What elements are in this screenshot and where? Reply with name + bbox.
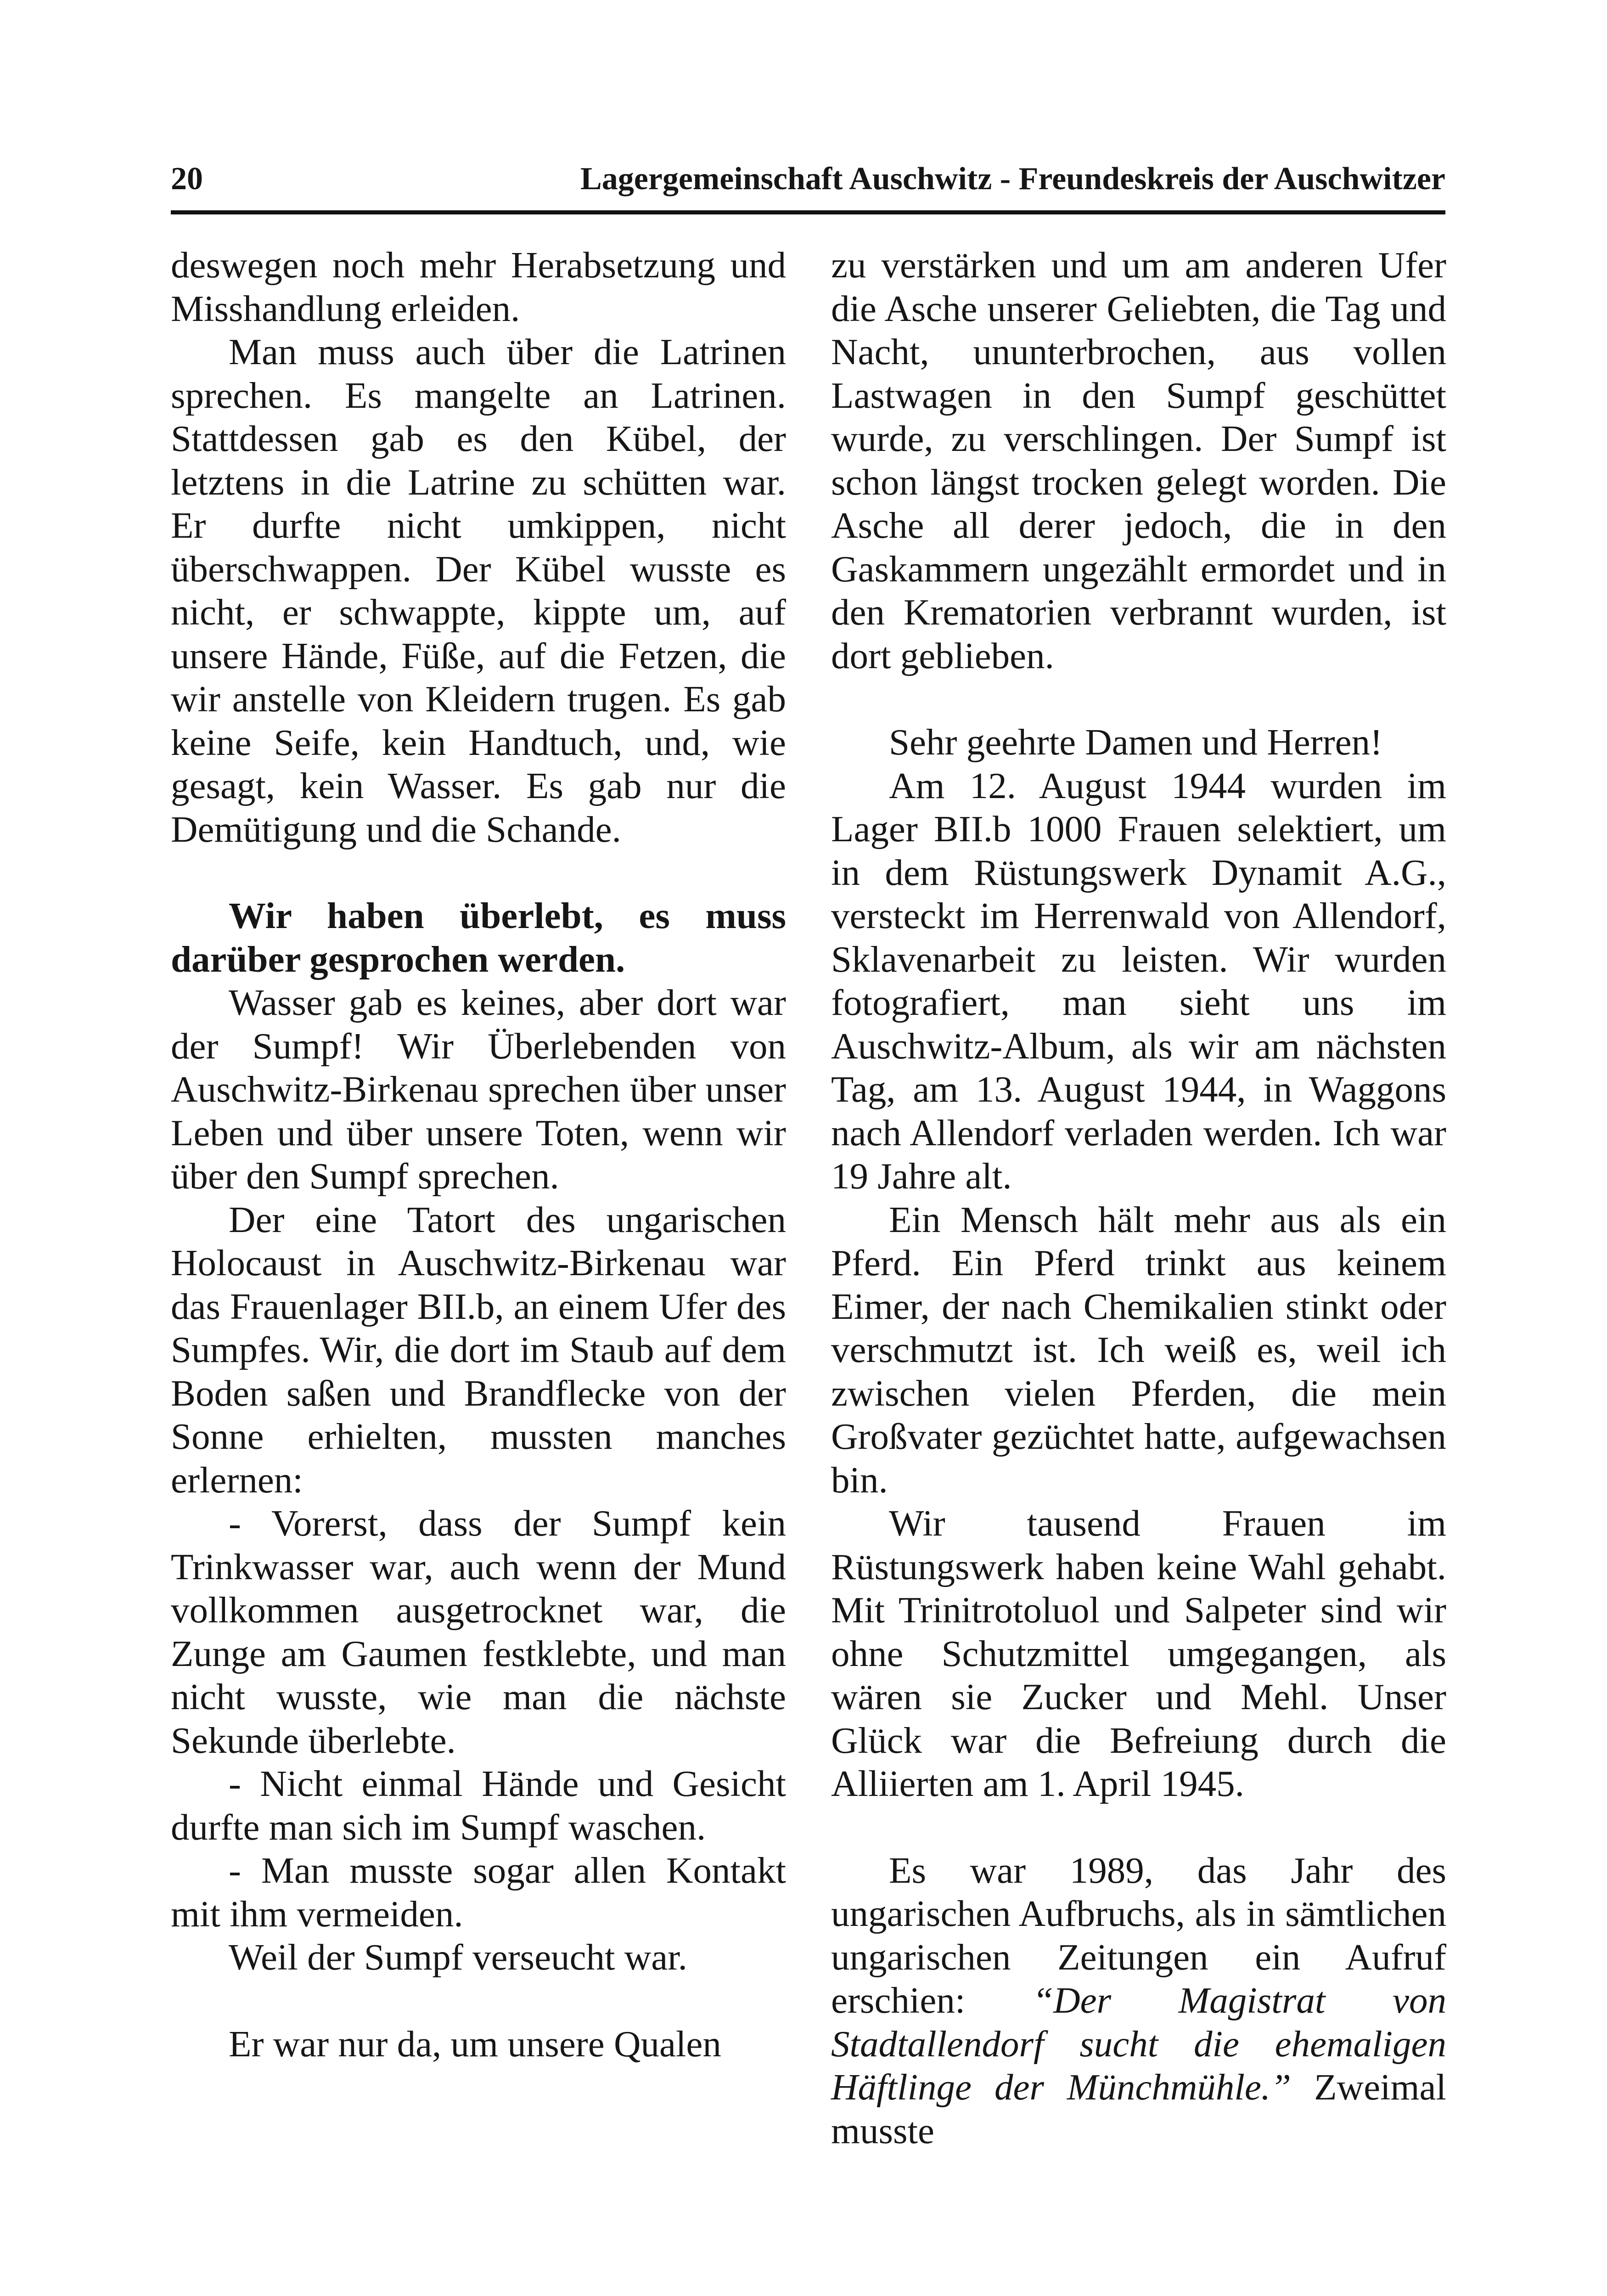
- running-title: Lagergemeinschaft Auschwitz - Freundeskreis der Auschwitzer: [580, 161, 1445, 197]
- paragraph: deswegen noch mehr Herabsetzung und Misshandlung erleiden.: [171, 244, 786, 329]
- paragraph: Am 12. August 1944 wurden im Lager BII.b 1000 Frauen selektiert, um in dem Rüstungswerk Dynamit A.G., versteckt im Herrenwald von Allendorf, Sklavenarbeit zu leisten. Wir wurden fotografiert, man sieht uns im Auschwitz-Album, als wir am nächsten Tag, am 13. August 1944, in Waggons nach Allendorf verladen werden. Ich war 19 Jahre alt.: [831, 765, 1446, 1197]
- paragraph: Wasser gab es keines, aber dort war der Sumpf! Wir Überlebenden von Auschwitz-Birkenau sprechen über unser Leben und über unsere Toten, wenn wir über den Sumpf sprechen.: [171, 982, 786, 1197]
- paragraph: Man muss auch über die Latrinen sprechen. Es mangelte an Latrinen. Stattdessen gab es den Kübel, der letztens in die Latrine zu schütten war. Er durfte nicht umkippen, nicht überschwappen. Der Kübel wusste es nicht, er schwappte, kippte um, auf unsere Hände, Füße, auf die Fetzen, die wir anstelle von Kleidern trugen. Es gab keine Seife, kein Handtuch, und, wie gesagt, kein Wasser. Es gab nur die Demütigung und die Schande.: [171, 331, 786, 850]
- paragraph: - Vorerst, dass der Sumpf kein Trinkwasser war, auch wenn der Mund vollkommen ausgetrocknet war, die Zunge am Gaumen festklebte, und man nicht wusste, wie man die nächste Sekunde überlebte.: [171, 1503, 786, 1761]
- paragraph: - Man musste sogar allen Kontakt mit ihm vermeiden.: [171, 1850, 786, 1935]
- paragraph: zu verstärken und um am anderen Ufer die Asche unserer Geliebten, die Tag und Nacht, ununterbrochen, aus vollen Lastwagen in den Sumpf geschüttet wurde, zu verschlingen. Der Sumpf ist schon längst trocken gelegt worden. Die Asche all derer jedoch, die in den Gaskammern ungezählt ermordet und in den Krematorien verbrannt wurden, ist dort geblieben.: [831, 244, 1446, 676]
- quoted-announcement: “Der Magistrat von Stadtallendorf sucht die ehemaligen Häftlinge der Münchmühle.”: [831, 1980, 1447, 2108]
- paragraph: Der eine Tatort des ungarischen Holocaust in Auschwitz-Birkenau war das Frauenlager BII.b, an einem Ufer des Sumpfes. Wir, die dort im Staub auf dem Boden saßen und Brandflecke von der Sonne erhielten, mussten manches erlernen:: [171, 1199, 786, 1501]
- paragraph-gap: [171, 851, 786, 894]
- paragraph: Weil der Sumpf verseucht war.: [229, 1936, 687, 1978]
- paragraph: - Nicht einmal Hände und Gesicht durfte man sich im Sumpf waschen.: [171, 1763, 786, 1848]
- running-header: [171, 155, 1445, 214]
- paragraph: Ein Mensch hält mehr aus als ein Pferd. Ein Pferd trinkt aus keinem Eimer, der nach Chemikalien stinkt oder verschmutzt ist. Ich weiß es, weil ich zwischen vielen Pferden, die mein Großvater gezüchtet hatte, aufgewachsen bin.: [831, 1199, 1446, 1501]
- salutation: Sehr geehrte Damen und Herren!: [889, 721, 1383, 763]
- section-heading: Wir haben überlebt, es muss darüber gesprochen werden.: [171, 895, 786, 980]
- page-number: 20: [171, 161, 203, 197]
- left-column: [171, 243, 786, 2065]
- paragraph-gap: [171, 1979, 786, 2022]
- paragraph-gap: [831, 1806, 1446, 1849]
- paragraph-text-tail: Zweimal musste: [831, 2066, 1446, 2151]
- paragraph-text: Es war 1989, das Jahr des ungarischen Aufbruchs, als in sämtlichen ungarischen Zeitungen ein Aufruf erschien:: [831, 1849, 1446, 2021]
- paragraph: Er war nur da, um unsere Qualen: [229, 2023, 721, 2065]
- paragraph: Wir tausend Frauen im Rüstungswerk haben keine Wahl gehabt. Mit Trinitrotoluol und Salpeter sind wir ohne Schutzmittel umgegangen, als wären sie Zucker und Mehl. Unser Glück war die Befreiung durch die Alliierten am 1. April 1945.: [831, 1503, 1446, 1804]
- paragraph-with-quote: [831, 1849, 1446, 2153]
- right-column: [831, 243, 1446, 2152]
- paragraph-gap: [831, 677, 1446, 720]
